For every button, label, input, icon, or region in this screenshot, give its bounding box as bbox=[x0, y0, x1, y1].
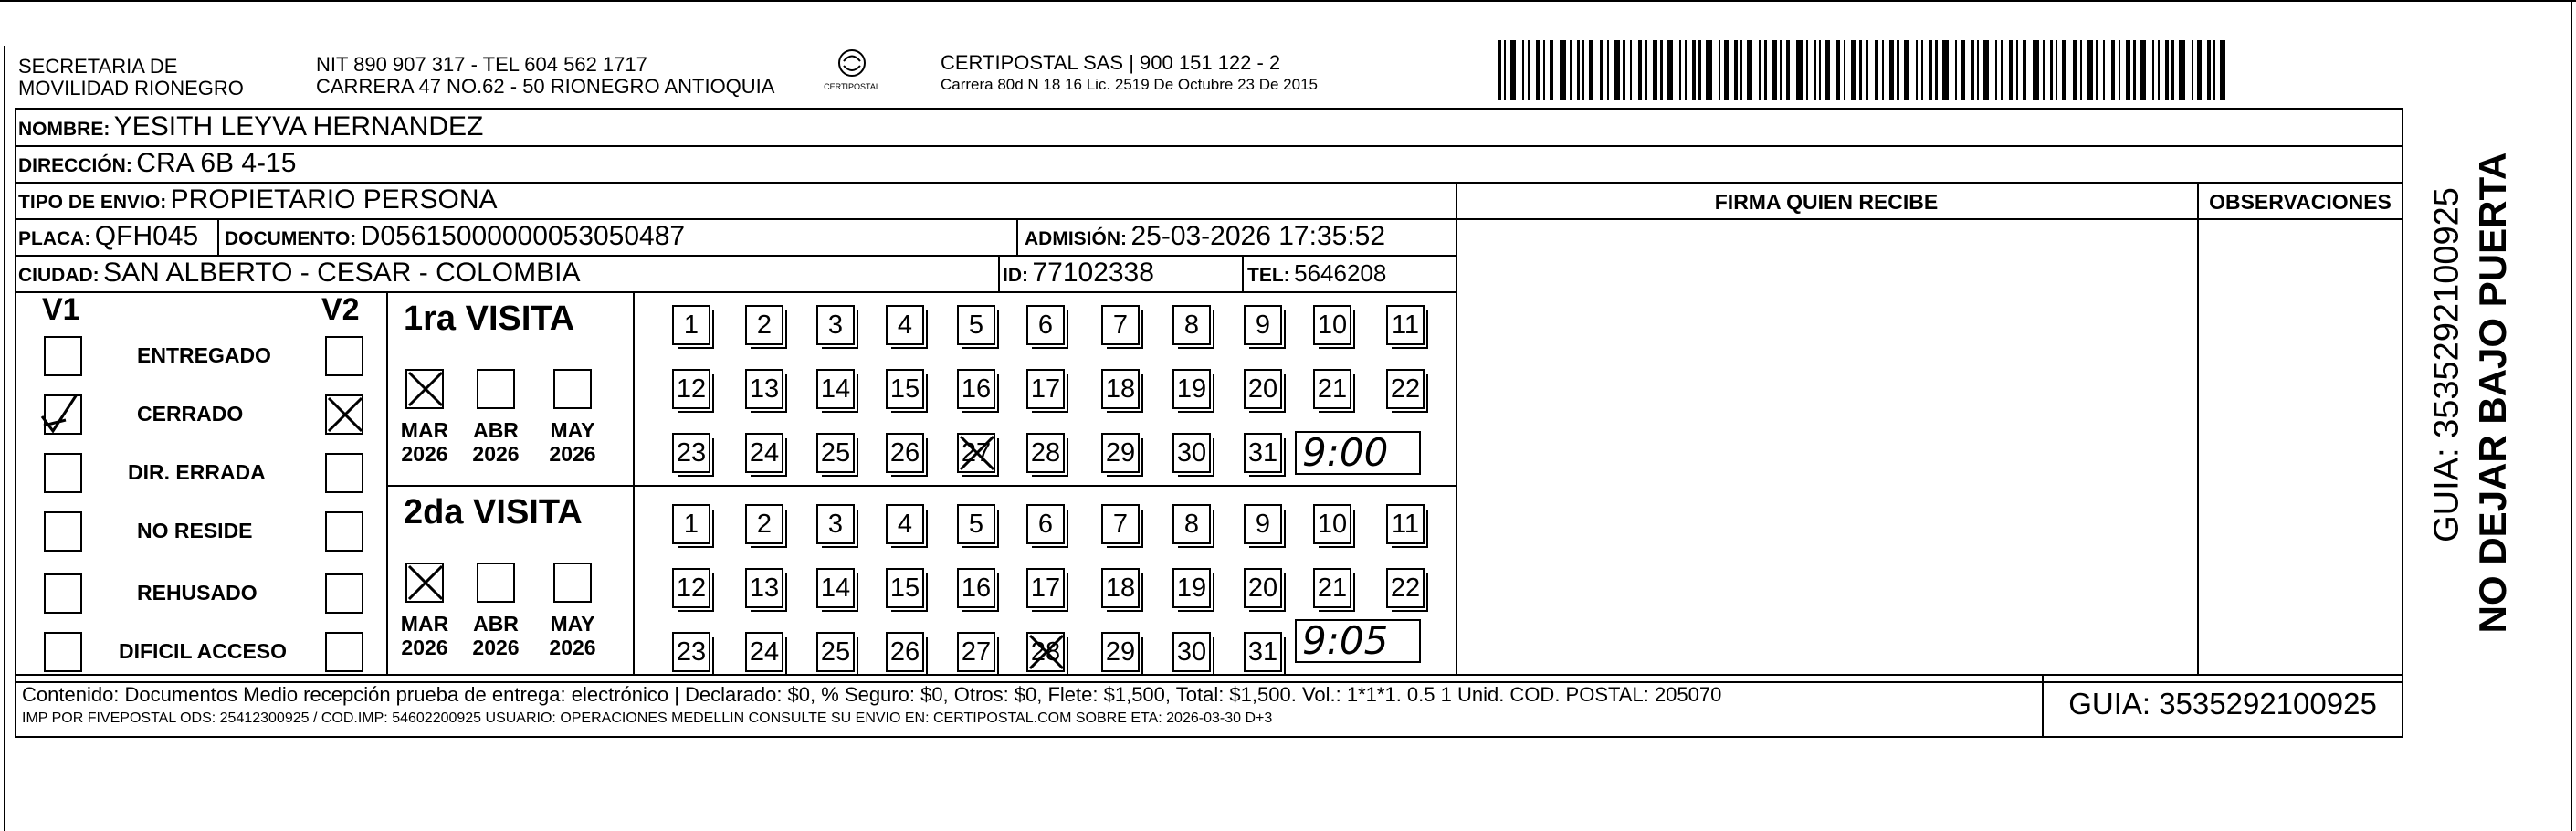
status-label: DIFICIL ACCESO bbox=[119, 639, 288, 663]
day-box[interactable]: 25 bbox=[816, 433, 855, 473]
x-mark bbox=[405, 563, 446, 603]
day-box[interactable]: 26 bbox=[886, 632, 924, 672]
logo-text: CERTIPOSTAL bbox=[824, 82, 880, 91]
day-box[interactable]: 7 bbox=[1101, 305, 1140, 345]
direccion-value: CRA 6B 4-15 bbox=[136, 148, 297, 178]
placa-value: QFH045 bbox=[94, 221, 199, 251]
v1-checkbox[interactable] bbox=[44, 573, 82, 614]
direccion-label: DIRECCIÓN: bbox=[18, 155, 132, 176]
second-time-box bbox=[1295, 619, 1421, 663]
day-box[interactable]: 15 bbox=[886, 568, 924, 608]
v1-checkbox[interactable] bbox=[44, 511, 82, 552]
day-box[interactable]: 1 bbox=[672, 504, 710, 544]
tipo-label: TIPO DE ENVIO: bbox=[18, 192, 167, 213]
day-box[interactable]: 16 bbox=[957, 369, 995, 409]
contenido-text: Contenido: Documentos Medio recepción prueba de entrega: electrónico | Declarado: $0, % Seguro: $0, Otros: $0, Flete: $1,500, Total: $1,500. Vol.: 1*1*1. 0.5 1 Unid. COD. POSTAL: 205070 bbox=[22, 683, 1722, 706]
day-box[interactable]: 17 bbox=[1026, 369, 1065, 409]
day-box[interactable]: 1 bbox=[672, 305, 710, 345]
contact-line-2: CARRERA 47 NO.62 - 50 RIONEGRO ANTIOQUIA bbox=[316, 75, 775, 98]
barcode bbox=[1498, 40, 2228, 100]
day-box[interactable]: 27 bbox=[957, 433, 995, 473]
v1-checkbox[interactable] bbox=[44, 632, 82, 672]
day-box[interactable]: 22 bbox=[1386, 568, 1425, 608]
day-box[interactable]: 24 bbox=[745, 632, 783, 672]
day-box[interactable]: 11 bbox=[1386, 305, 1425, 345]
day-box[interactable]: 18 bbox=[1101, 568, 1140, 608]
check-mark bbox=[38, 391, 84, 437]
nombre-row bbox=[18, 110, 483, 148]
top-edge bbox=[0, 0, 2576, 2]
day-box[interactable]: 29 bbox=[1101, 433, 1140, 473]
ciudad-label: CIUDAD: bbox=[18, 265, 100, 286]
month-checkbox[interactable] bbox=[477, 563, 515, 603]
divider bbox=[386, 485, 1456, 487]
nombre-label: NOMBRE: bbox=[18, 119, 110, 140]
first-visit-title: 1ra VISITA bbox=[404, 300, 575, 338]
day-box[interactable]: 6 bbox=[1026, 504, 1065, 544]
id-value: 77102338 bbox=[1032, 258, 1154, 288]
day-box[interactable]: 12 bbox=[672, 568, 710, 608]
second-time: 9:05 bbox=[1302, 618, 1389, 663]
tel-row bbox=[1247, 257, 1386, 294]
day-box[interactable]: 20 bbox=[1244, 369, 1282, 409]
day-box[interactable]: 24 bbox=[745, 433, 783, 473]
day-box[interactable]: 8 bbox=[1172, 504, 1211, 544]
day-box[interactable]: 12 bbox=[672, 369, 710, 409]
status-label: DIR. ERRADA bbox=[128, 460, 266, 484]
day-box[interactable]: 23 bbox=[672, 632, 710, 672]
right-edge bbox=[2571, 0, 2572, 831]
day-box[interactable]: 20 bbox=[1244, 568, 1282, 608]
month-label: MAR 2026 bbox=[400, 612, 449, 659]
documento-row bbox=[225, 220, 685, 258]
firma-header: FIRMA QUIEN RECIBE bbox=[1714, 190, 1939, 214]
status-label: ENTREGADO bbox=[137, 343, 271, 367]
divider bbox=[1242, 255, 1244, 291]
tel-value: 5646208 bbox=[1294, 259, 1387, 287]
day-box[interactable]: 13 bbox=[745, 369, 783, 409]
day-box[interactable]: 8 bbox=[1172, 305, 1211, 345]
carrier-line-1: CERTIPOSTAL SAS | 900 151 122 - 2 bbox=[941, 51, 1281, 74]
day-box[interactable]: 21 bbox=[1313, 568, 1351, 608]
day-box[interactable]: 13 bbox=[745, 568, 783, 608]
tel-label: TEL: bbox=[1247, 265, 1290, 286]
left-edge bbox=[4, 46, 5, 831]
month-checkbox[interactable] bbox=[553, 563, 592, 603]
id-label: ID: bbox=[1003, 265, 1028, 286]
x-mark bbox=[957, 433, 997, 473]
day-box[interactable]: 4 bbox=[886, 305, 924, 345]
tipo-value: PROPIETARIO PERSONA bbox=[170, 184, 498, 215]
divider bbox=[1456, 218, 2403, 220]
divider bbox=[1456, 182, 1457, 675]
no-dejar-label: NO DEJAR BAJO PUERTA bbox=[2471, 152, 2514, 634]
x-mark bbox=[325, 394, 365, 435]
day-box[interactable]: 15 bbox=[886, 369, 924, 409]
day-box[interactable]: 22 bbox=[1386, 369, 1425, 409]
side-guia-label: GUIA: 3535292100925 bbox=[2427, 187, 2466, 542]
divider bbox=[1016, 218, 1018, 255]
day-box[interactable]: 10 bbox=[1313, 305, 1351, 345]
divider bbox=[217, 218, 219, 255]
day-box[interactable]: 3 bbox=[816, 305, 855, 345]
first-time-box bbox=[1295, 431, 1421, 475]
month-label: MAY 2026 bbox=[549, 418, 596, 466]
day-box[interactable]: 9 bbox=[1244, 504, 1282, 544]
day-box[interactable]: 9 bbox=[1244, 305, 1282, 345]
documento-value: D05615000000053050487 bbox=[360, 221, 686, 251]
admision-row bbox=[1025, 220, 1385, 258]
month-label: ABR 2026 bbox=[472, 612, 520, 659]
carrier-line-2: Carrera 80d N 18 16 Lic. 2519 De Octubre 23 De 2015 bbox=[941, 76, 1318, 93]
first-time: 9:00 bbox=[1302, 430, 1389, 475]
sender-line-1: SECRETARIA DE bbox=[18, 55, 178, 78]
divider bbox=[633, 291, 635, 674]
day-box[interactable]: 23 bbox=[672, 433, 710, 473]
sender-line-2: MOVILIDAD RIONEGRO bbox=[18, 77, 244, 100]
day-box[interactable]: 26 bbox=[886, 433, 924, 473]
day-box[interactable]: 31 bbox=[1244, 632, 1282, 672]
day-box[interactable]: 30 bbox=[1172, 632, 1211, 672]
divider bbox=[998, 255, 1000, 291]
contact-line-1: NIT 890 907 317 - TEL 604 562 1717 bbox=[316, 53, 647, 76]
divider bbox=[2197, 182, 2199, 675]
month-checkbox[interactable] bbox=[477, 369, 515, 409]
day-box[interactable]: 19 bbox=[1172, 568, 1211, 608]
day-box[interactable]: 28 bbox=[1026, 632, 1065, 672]
day-box[interactable]: 31 bbox=[1244, 433, 1282, 473]
day-box[interactable]: 5 bbox=[957, 504, 995, 544]
imp-text: IMP POR FIVEPOSTAL ODS: 25412300925 / COD.IMP: 54602200925 USUARIO: OPERACIONES MEDELLIN CONSULTE SU ENVIO EN: CERTIPOSTAL.COM SOBRE ETA: 2026-03-30 D+3 bbox=[22, 710, 1273, 726]
day-box[interactable]: 21 bbox=[1313, 369, 1351, 409]
day-box[interactable]: 2 bbox=[745, 305, 783, 345]
day-box[interactable]: 14 bbox=[816, 369, 855, 409]
day-box[interactable]: 7 bbox=[1101, 504, 1140, 544]
status-label: CERRADO bbox=[137, 402, 244, 426]
day-box[interactable]: 10 bbox=[1313, 504, 1351, 544]
status-label: REHUSADO bbox=[137, 581, 258, 605]
day-box[interactable]: 11 bbox=[1386, 504, 1425, 544]
day-box[interactable]: 4 bbox=[886, 504, 924, 544]
observaciones-header: OBSERVACIONES bbox=[2209, 190, 2392, 214]
x-mark bbox=[1026, 632, 1067, 672]
nombre-value: YESITH LEYVA HERNANDEZ bbox=[113, 111, 484, 142]
month-label: MAY 2026 bbox=[549, 612, 596, 659]
id-row bbox=[1003, 257, 1154, 294]
direccion-row bbox=[18, 147, 296, 184]
placa-label: PLACA: bbox=[18, 228, 91, 249]
day-box[interactable]: 14 bbox=[816, 568, 855, 608]
v2-checkbox[interactable] bbox=[325, 511, 363, 552]
v2-header: V2 bbox=[321, 292, 360, 327]
status-label: NO RESIDE bbox=[137, 519, 253, 542]
day-box[interactable]: 30 bbox=[1172, 433, 1211, 473]
day-box[interactable]: 18 bbox=[1101, 369, 1140, 409]
day-box[interactable]: 6 bbox=[1026, 305, 1065, 345]
ciudad-row bbox=[18, 257, 580, 294]
day-box[interactable]: 28 bbox=[1026, 433, 1065, 473]
x-mark bbox=[405, 369, 446, 409]
footer-guia: GUIA: 3535292100925 bbox=[2068, 687, 2377, 721]
day-box[interactable]: 27 bbox=[957, 632, 995, 672]
day-box[interactable]: 2 bbox=[745, 504, 783, 544]
day-box[interactable]: 17 bbox=[1026, 568, 1065, 608]
admision-value: 25-03-2026 17:35:52 bbox=[1130, 221, 1386, 251]
certipostal-logo bbox=[822, 47, 882, 100]
second-visit-title: 2da VISITA bbox=[404, 493, 583, 531]
admision-label: ADMISIÓN: bbox=[1025, 228, 1127, 249]
v1-checkbox[interactable] bbox=[44, 453, 82, 493]
v2-checkbox[interactable] bbox=[325, 336, 363, 376]
month-label: ABR 2026 bbox=[472, 418, 520, 466]
day-box[interactable]: 3 bbox=[816, 504, 855, 544]
month-label: MAR 2026 bbox=[400, 418, 449, 466]
day-box[interactable]: 16 bbox=[957, 568, 995, 608]
day-box[interactable]: 29 bbox=[1101, 632, 1140, 672]
day-box[interactable]: 19 bbox=[1172, 369, 1211, 409]
v2-checkbox[interactable] bbox=[325, 573, 363, 614]
ciudad-value: SAN ALBERTO - CESAR - COLOMBIA bbox=[103, 258, 581, 288]
placa-row bbox=[18, 220, 198, 258]
day-box[interactable]: 5 bbox=[957, 305, 995, 345]
divider bbox=[386, 291, 388, 674]
v1-header: V1 bbox=[42, 292, 80, 327]
day-box[interactable]: 25 bbox=[816, 632, 855, 672]
tipo-row bbox=[18, 184, 498, 221]
documento-label: DOCUMENTO: bbox=[225, 228, 357, 249]
month-checkbox[interactable] bbox=[553, 369, 592, 409]
v2-checkbox[interactable] bbox=[325, 632, 363, 672]
v1-checkbox[interactable] bbox=[44, 336, 82, 376]
v2-checkbox[interactable] bbox=[325, 453, 363, 493]
